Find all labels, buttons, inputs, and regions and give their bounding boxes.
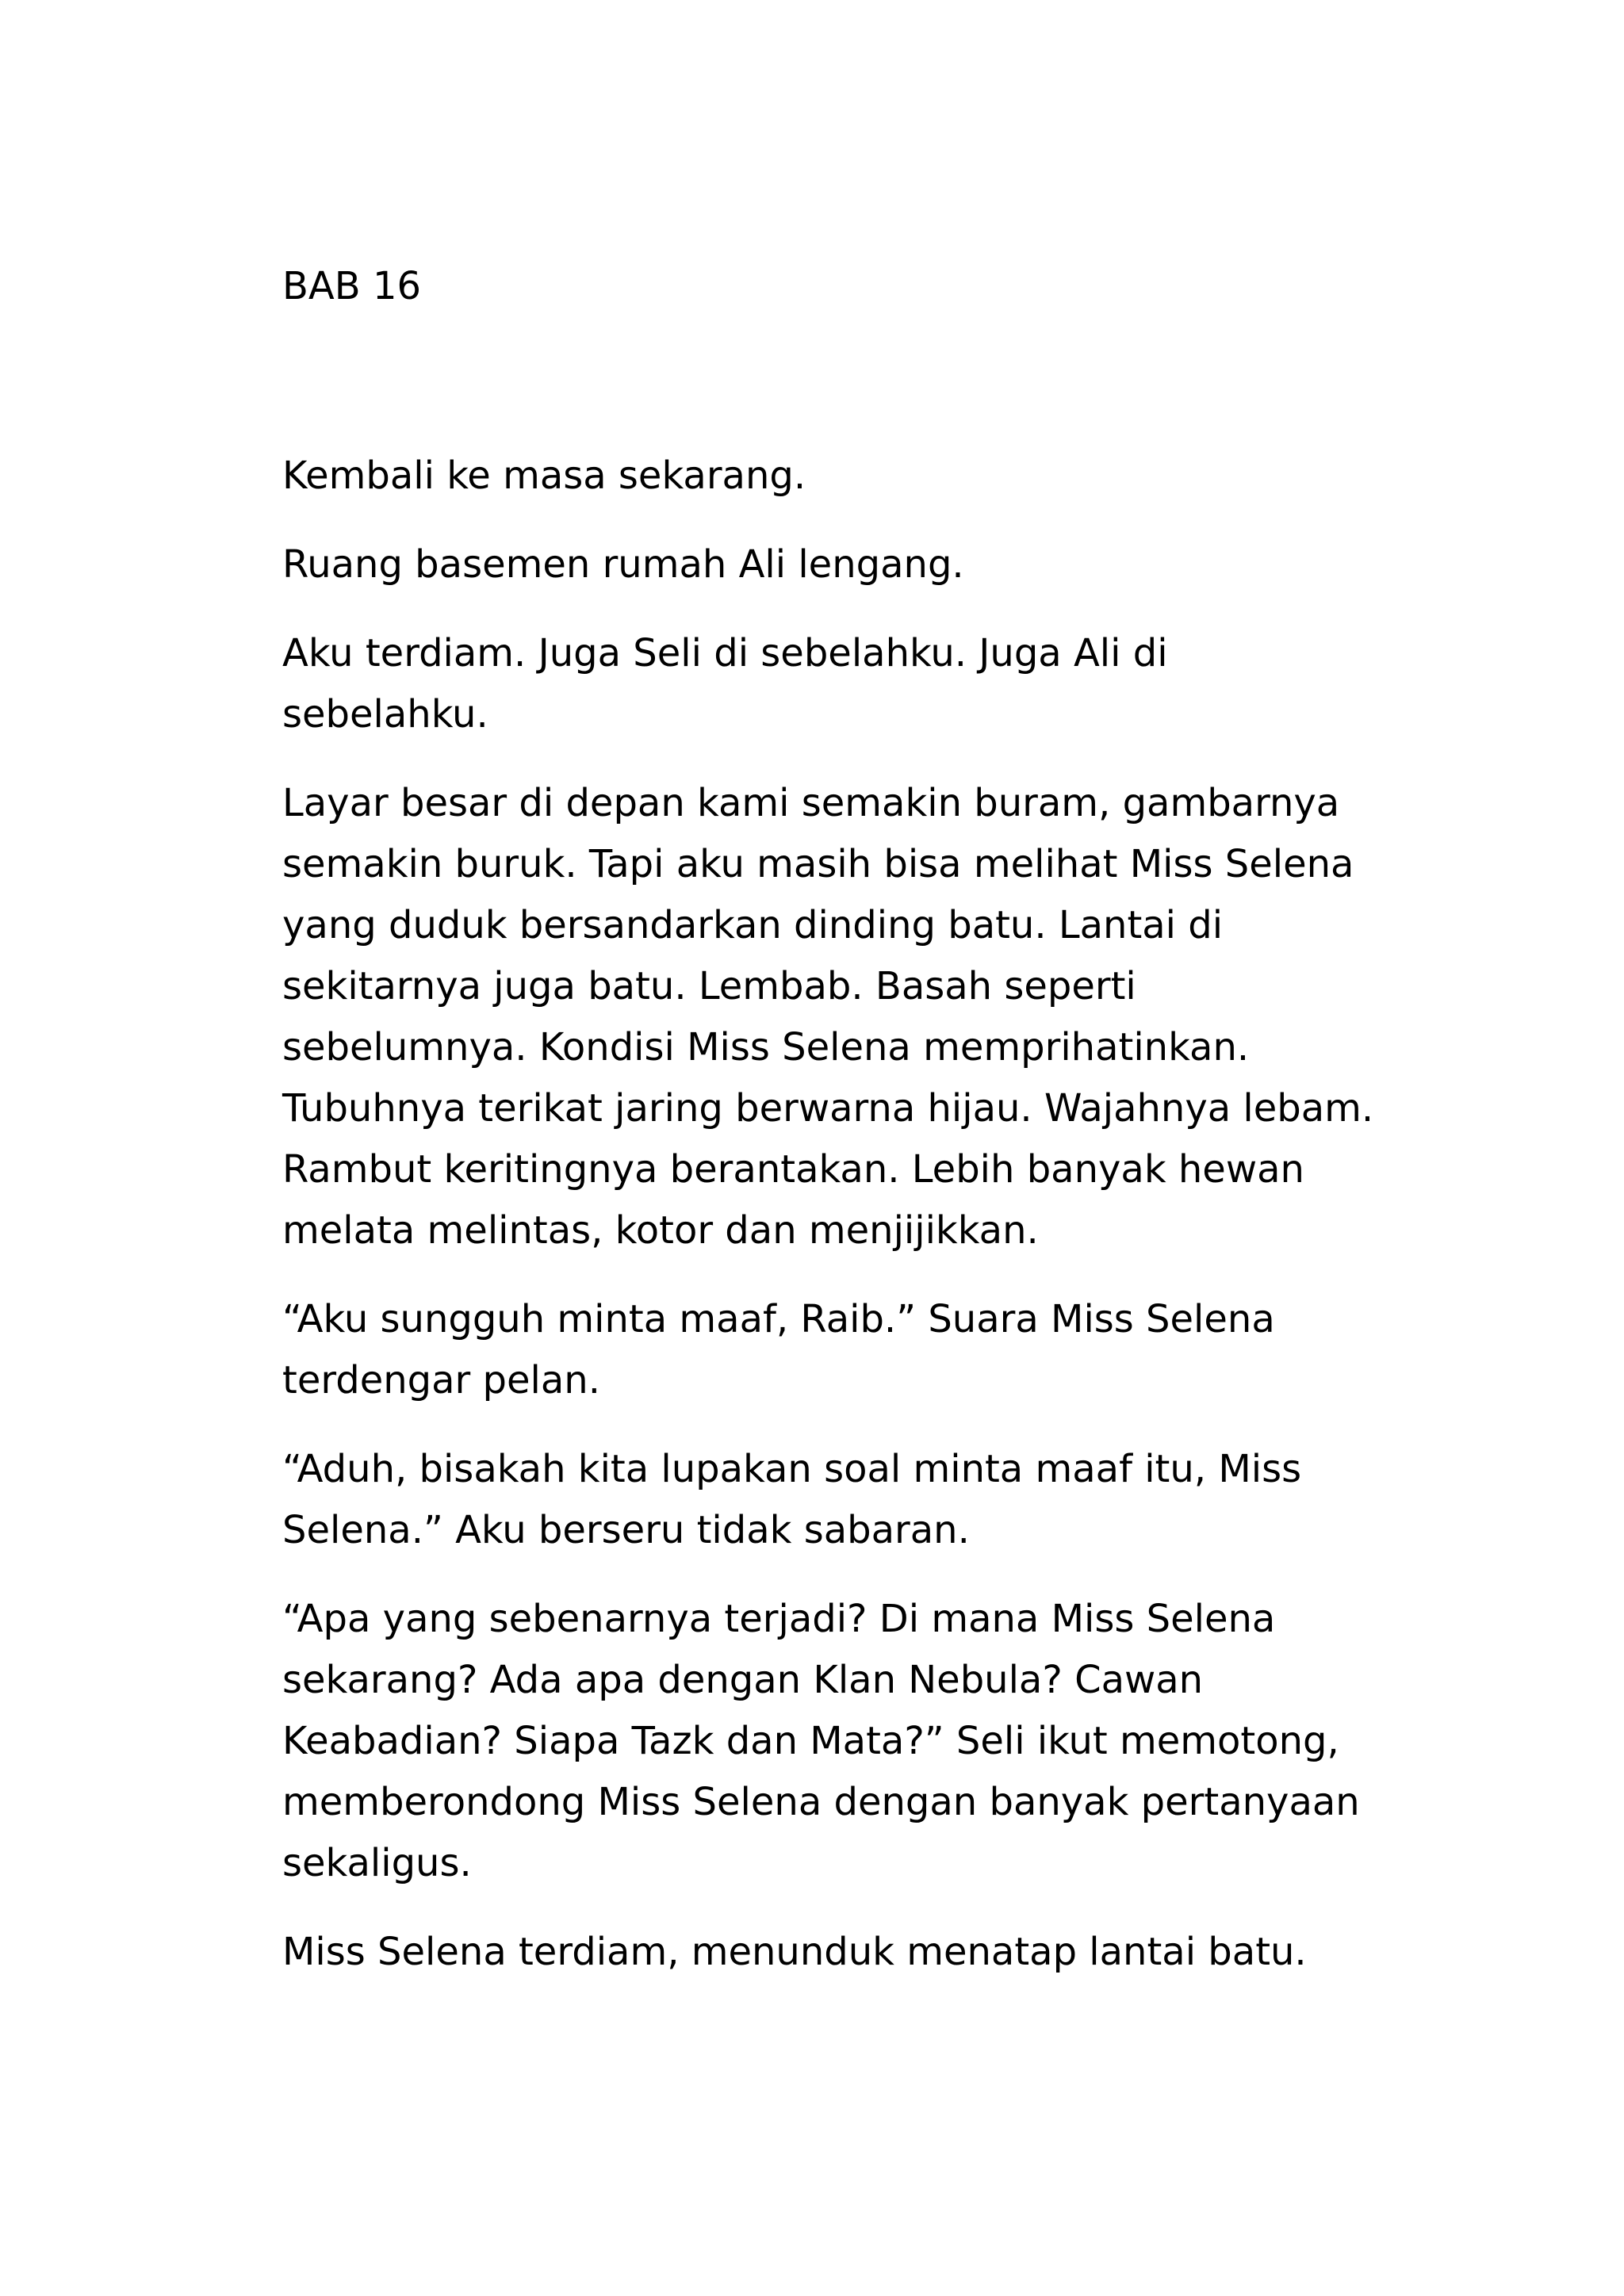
paragraph: “Aku sungguh minta maaf, Raib.” Suara Miss Selena terdengar pelan. — [282, 1297, 1275, 1402]
chapter-heading: BAB 16 — [282, 264, 422, 308]
paragraph: Ruang basemen rumah Ali lengang. — [282, 542, 964, 587]
paragraph: “Apa yang sebenarnya terjadi? Di mana Miss Selena sekarang? Ada apa dengan Klan Nebula? Cawan Keabadian? Siapa Tazk dan Mata?” Seli ikut memotong, memberondong Miss Selena dengan banyak pertanyaan sekaligus. — [282, 1597, 1360, 1885]
paragraph: Miss Selena terdiam, menunduk menatap lantai batu. — [282, 1930, 1307, 1974]
paragraph: Kembali ke masa sekarang. — [282, 453, 806, 498]
paragraph: Aku terdiam. Juga Seli di sebelahku. Juga Ali di sebelahku. — [282, 631, 1168, 737]
page-content — [282, 255, 1377, 2011]
paragraph: “Aduh, bisakah kita lupakan soal minta maaf itu, Miss Selena.” Aku berseru tidak sabaran. — [282, 1447, 1302, 1552]
paragraph: Layar besar di depan kami semakin buram, gambarnya semakin buruk. Tapi aku masih bisa melihat Miss Selena yang duduk bersandarkan dinding batu. Lantai di sekitarnya juga batu. Lembab. Basah seperti sebelumnya. Kondisi Miss Selena memprihatinkan. Tubuhnya terikat jaring berwarna hijau. Wajahnya lebam. Rambut keritingnya berantakan. Lebih banyak hewan melata melintas, kotor dan menjijikkan. — [282, 781, 1374, 1253]
